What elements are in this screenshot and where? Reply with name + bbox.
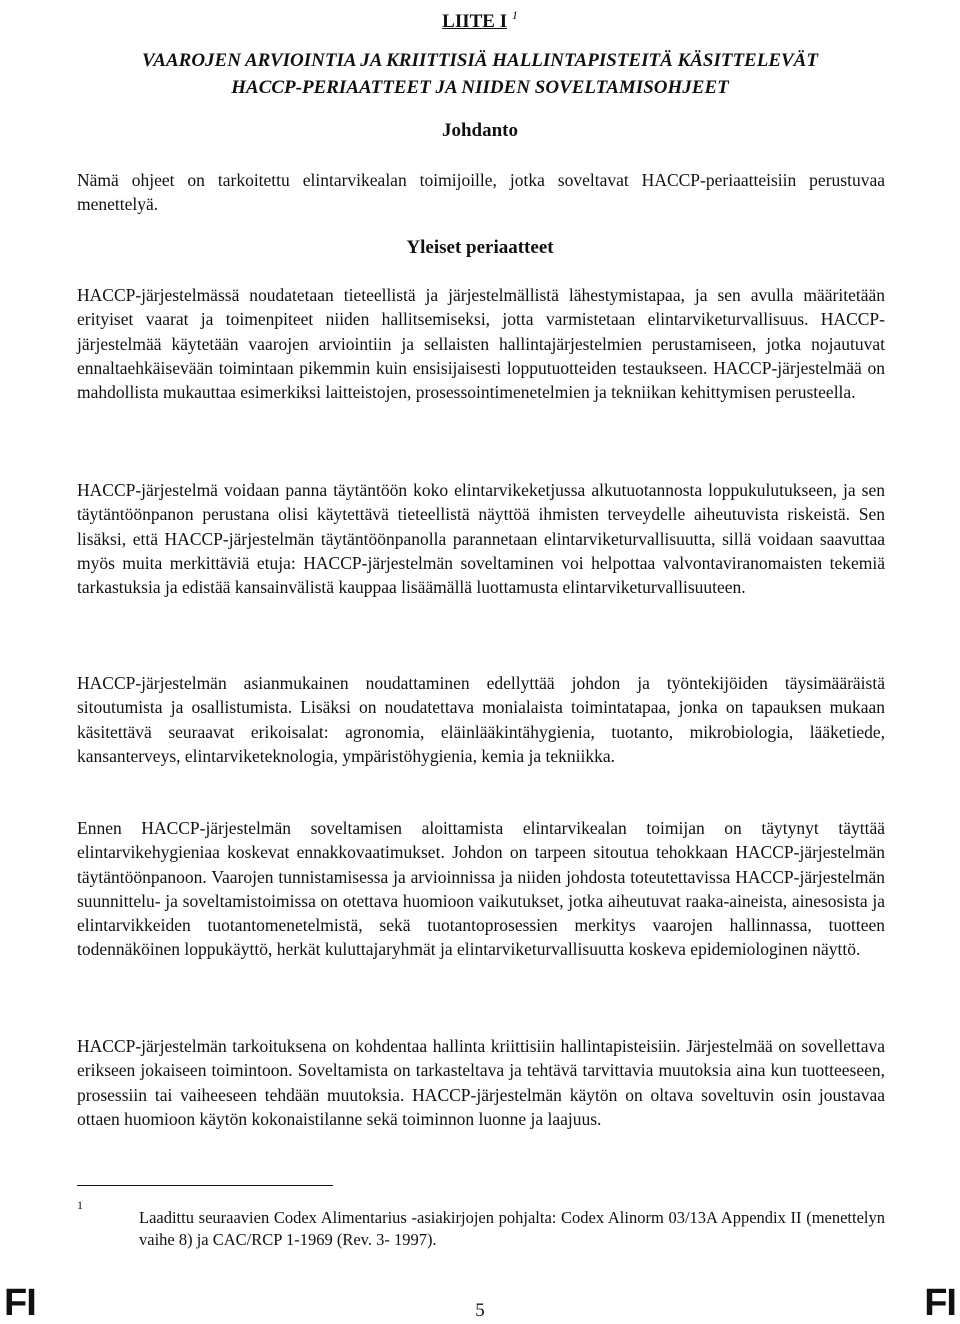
language-code-right: FI	[924, 1282, 956, 1324]
annex-title	[0, 4, 960, 33]
footnote-marker: 1	[77, 1198, 83, 1212]
document-title-line2: HACCP-PERIAATTEET JA NIIDEN SOVELTAMISOHJEET	[231, 77, 729, 98]
paragraph-2: HACCP-järjestelmä voidaan panna täytäntöön koko elintarvikeketjussa alkutuotannosta loppukulutukseen, ja sen täytäntöönpanon perustana olisi käytettävä tieteellistä näyttöä ihmisten terveydelle aiheutuvista riskeistä. Sen lisäksi, että HACCP-järjestelmän täytäntöönpanolla parannetaan elintarviketurvallisuutta, sillä voidaan saavuttaa myös muita merkittäviä etuja: HACCP-järjestelmän soveltaminen voi helpottaa valvontaviranomaisten tekemiä tarkastuksia ja edistää kansainvälistä kauppaa lisäämällä luottamusta elintarviketurvallisuuteen.	[77, 480, 885, 598]
footnote-divider	[77, 1185, 333, 1186]
paragraph-4: Ennen HACCP-järjestelmän soveltamisen aloittamista elintarvikealan toimijan on täytynyt täyttää elintarvikehygieniaa koskevat ennakkovaatimukset. Johdon on tarpeen sitoutua tehokkaan HACCP-järjestelmän täytäntöönpanoon. Vaarojen tunnistamisessa ja arvioinnissa ja niiden johdosta toteutettavissa HACCP-järjestelmän suunnittelu- ja soveltamistoimissa on otettava huomioon vaikutukset, jotka aiheutuvat raaka-aineista, ainesosista ja elintarvikkeiden tuotantomenetelmistä, sekä tuotantoprosessien merkitys vaarojen hallinnassa, tuotteen todennäköinen loppukäyttö, herkät kuluttajaryhmät ja elintarviketurvallisuutta koskeva epidemiologinen näyttö.	[77, 818, 885, 960]
document-title-line1: VAAROJEN ARVIOINTIA JA KRIITTISIÄ HALLINTAPISTEITÄ KÄSITTELEVÄT	[142, 50, 818, 71]
annex-label: LIITE I	[442, 11, 508, 32]
page-number: 5	[475, 1300, 485, 1321]
annex-footnote-ref[interactable]: 1	[511, 8, 518, 22]
intro-paragraph: Nämä ohjeet on tarkoitettu elintarvikealan toimijoille, jotka soveltavat HACCP-periaatteisiin perustuvaa menettelyä.	[77, 170, 885, 215]
paragraph-5: HACCP-järjestelmän tarkoituksena on kohdentaa hallinta kriittisiin hallintapisteisiin. Järjestelmää on sovellettava erikseen jokaiseen toimintoon. Soveltamista on tarkasteltava ja tehtävä tarvittavia muutoksia aina kun tuotteeseen, prosessiin tai vaiheeseen tehdään muutoksia. HACCP-järjestelmän käytön on oltava soveltuvin osin joustavaa ottaen huomioon käytön kokonaistilanne sekä toiminnon luonne ja laajuus.	[77, 1036, 885, 1129]
section-heading-intro: Johdanto	[441, 120, 519, 141]
paragraph-3: HACCP-järjestelmän asianmukainen noudattaminen edellyttää johdon ja työntekijöiden täysimääräistä sitoutumista ja osallistumista. Lisäksi on noudatettava monialaista toimintatapaa, jonka on tapauksen mukaan käsitettävä seuraavat erikoisalat: agronomia, eläinlääkintähygienia, tuotanto, mikrobiologia, lääketiede, kansanterveys, elintarviketeknologia, ympäristöhygienia, kemia ja tekniikka.	[77, 673, 885, 766]
footnote-text: Laadittu seuraavien Codex Alimentarius -asiakirjojen pohjalta: Codex Alinorm 03/13A Appendix II (menettelyn vaihe 8) ja CAC/RCP 1-1969 (Rev. 3- 1997).	[139, 1208, 885, 1249]
language-code-left: FI	[4, 1282, 36, 1324]
paragraph-1: HACCP-järjestelmässä noudatetaan tieteellistä ja järjestelmällistä lähestymistapaa, ja sen avulla määritetään erityiset vaarat ja toimenpiteet niiden hallitsemiseksi, jotta varmistetaan elintarviketurvallisuus. HACCP-järjestelmää käytetään vaarojen arviointiin ja sellaisten hallintajärjestelmien perustamiseen, jotka nojautuvat ennaltaehkäisevään toimintaan pikemmin kuin ensisijaisesti lopputuotteiden testaukseen. HACCP-järjestelmää on mahdollista mukauttaa esimerkiksi laitteistojen, prosessointimenetelmien ja tekniikan kehittymisen perusteella.	[77, 285, 885, 403]
document-title	[0, 47, 960, 101]
section-heading-general: Yleiset periaatteet	[406, 237, 554, 258]
